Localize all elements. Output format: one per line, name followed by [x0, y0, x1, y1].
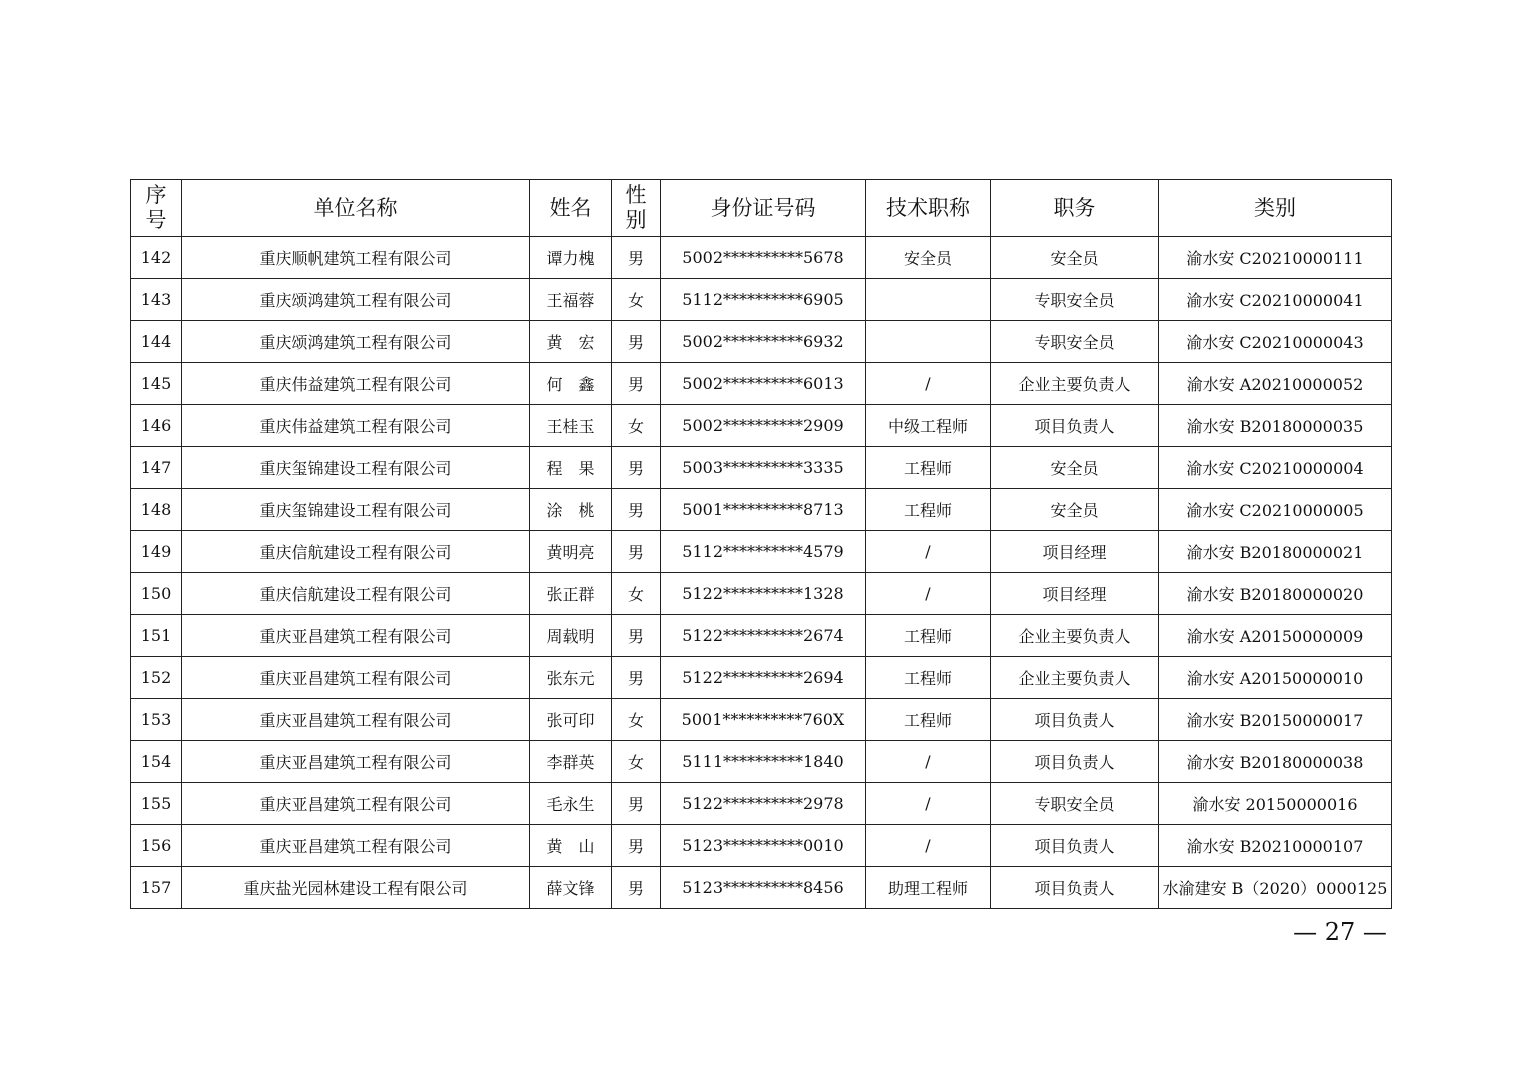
- cell-seq: 151: [131, 615, 182, 657]
- cell-gender: 男: [612, 489, 661, 531]
- cell-gender: 女: [612, 699, 661, 741]
- header-id: 身份证号码: [661, 180, 866, 237]
- cell-id: 5002**********2909: [661, 405, 866, 447]
- cell-id: 5002**********6013: [661, 363, 866, 405]
- cell-id: 5122**********2694: [661, 657, 866, 699]
- cell-seq: 157: [131, 867, 182, 909]
- cell-gender: 男: [612, 447, 661, 489]
- cell-category: 渝水安 B20150000017: [1159, 699, 1392, 741]
- cell-gender: 女: [612, 405, 661, 447]
- cell-title: [866, 279, 991, 321]
- table-row: [131, 825, 1392, 867]
- table-header-row: [131, 180, 1392, 237]
- cell-seq: 146: [131, 405, 182, 447]
- table-row: [131, 363, 1392, 405]
- table-row: [131, 405, 1392, 447]
- cell-gender: 男: [612, 321, 661, 363]
- cell-id: 5123**********0010: [661, 825, 866, 867]
- table-row: [131, 489, 1392, 531]
- header-gender: 性别: [612, 180, 661, 237]
- cell-category: 渝水安 B20180000020: [1159, 573, 1392, 615]
- cell-position: 项目经理: [991, 573, 1159, 615]
- cell-company: 重庆信航建设工程有限公司: [182, 531, 530, 573]
- table-row: [131, 279, 1392, 321]
- cell-category: 渝水安 20150000016: [1159, 783, 1392, 825]
- table-row: [131, 321, 1392, 363]
- cell-position: 项目负责人: [991, 699, 1159, 741]
- cell-company: 重庆亚昌建筑工程有限公司: [182, 783, 530, 825]
- cell-title: /: [866, 783, 991, 825]
- cell-name: 黄明亮: [530, 531, 612, 573]
- cell-company: 重庆盐光园林建设工程有限公司: [182, 867, 530, 909]
- cell-title: /: [866, 825, 991, 867]
- cell-gender: 男: [612, 531, 661, 573]
- cell-seq: 144: [131, 321, 182, 363]
- cell-category: 渝水安 B20180000035: [1159, 405, 1392, 447]
- cell-title: /: [866, 363, 991, 405]
- cell-title: 安全员: [866, 237, 991, 279]
- cell-position: 项目经理: [991, 531, 1159, 573]
- cell-category: 渝水安 C20210000041: [1159, 279, 1392, 321]
- header-position: 职务: [991, 180, 1159, 237]
- cell-seq: 152: [131, 657, 182, 699]
- cell-gender: 女: [612, 573, 661, 615]
- cell-id: 5112**********6905: [661, 279, 866, 321]
- cell-position: 企业主要负责人: [991, 657, 1159, 699]
- cell-position: 专职安全员: [991, 783, 1159, 825]
- cell-id: 5122**********2674: [661, 615, 866, 657]
- cell-seq: 155: [131, 783, 182, 825]
- cell-position: 安全员: [991, 489, 1159, 531]
- header-category: 类别: [1159, 180, 1392, 237]
- cell-company: 重庆亚昌建筑工程有限公司: [182, 657, 530, 699]
- cell-gender: 男: [612, 825, 661, 867]
- cell-title: 工程师: [866, 657, 991, 699]
- cell-name: 毛永生: [530, 783, 612, 825]
- cell-title: 工程师: [866, 699, 991, 741]
- cell-gender: 男: [612, 363, 661, 405]
- table-row: [131, 237, 1392, 279]
- cell-category: 渝水安 C20210000005: [1159, 489, 1392, 531]
- cell-company: 重庆亚昌建筑工程有限公司: [182, 615, 530, 657]
- cell-position: 项目负责人: [991, 825, 1159, 867]
- cell-seq: 154: [131, 741, 182, 783]
- cell-category: 渝水安 A20210000052: [1159, 363, 1392, 405]
- cell-name: 张东元: [530, 657, 612, 699]
- cell-position: 企业主要负责人: [991, 363, 1159, 405]
- cell-category: 渝水安 B20180000021: [1159, 531, 1392, 573]
- cell-title: /: [866, 573, 991, 615]
- cell-gender: 男: [612, 867, 661, 909]
- cell-name: 王桂玉: [530, 405, 612, 447]
- cell-seq: 142: [131, 237, 182, 279]
- cell-company: 重庆顺帆建筑工程有限公司: [182, 237, 530, 279]
- header-title: 技术职称: [866, 180, 991, 237]
- cell-name: 张正群: [530, 573, 612, 615]
- cell-company: 重庆颂鸿建筑工程有限公司: [182, 321, 530, 363]
- cell-id: 5003**********3335: [661, 447, 866, 489]
- cell-title: 助理工程师: [866, 867, 991, 909]
- cell-id: 5122**********2978: [661, 783, 866, 825]
- cell-title: /: [866, 741, 991, 783]
- cell-seq: 143: [131, 279, 182, 321]
- header-company: 单位名称: [182, 180, 530, 237]
- cell-position: 项目负责人: [991, 867, 1159, 909]
- cell-name: 谭力槐: [530, 237, 612, 279]
- cell-name: 何 鑫: [530, 363, 612, 405]
- cell-position: 安全员: [991, 447, 1159, 489]
- table-row: [131, 867, 1392, 909]
- cell-name: 张可印: [530, 699, 612, 741]
- header-seq: 序号: [131, 180, 182, 237]
- table-row: [131, 699, 1392, 741]
- cell-category: 渝水安 C20210000043: [1159, 321, 1392, 363]
- cell-seq: 147: [131, 447, 182, 489]
- cell-position: 项目负责人: [991, 405, 1159, 447]
- table-row: [131, 573, 1392, 615]
- table-row: [131, 783, 1392, 825]
- cell-position: 专职安全员: [991, 321, 1159, 363]
- cell-company: 重庆亚昌建筑工程有限公司: [182, 825, 530, 867]
- cell-seq: 150: [131, 573, 182, 615]
- page-number: — 27 —: [1293, 918, 1387, 946]
- cell-id: 5002**********6932: [661, 321, 866, 363]
- header-name: 姓名: [530, 180, 612, 237]
- cell-title: 工程师: [866, 447, 991, 489]
- cell-position: 专职安全员: [991, 279, 1159, 321]
- table-row: [131, 741, 1392, 783]
- cell-name: 周载明: [530, 615, 612, 657]
- cell-gender: 男: [612, 657, 661, 699]
- cell-gender: 男: [612, 237, 661, 279]
- cell-seq: 153: [131, 699, 182, 741]
- cell-id: 5001**********760X: [661, 699, 866, 741]
- cell-seq: 148: [131, 489, 182, 531]
- cell-seq: 145: [131, 363, 182, 405]
- cell-title: 中级工程师: [866, 405, 991, 447]
- cell-company: 重庆信航建设工程有限公司: [182, 573, 530, 615]
- cell-company: 重庆玺锦建设工程有限公司: [182, 489, 530, 531]
- table-row: [131, 657, 1392, 699]
- cell-name: 涂 桃: [530, 489, 612, 531]
- cell-name: 黄 宏: [530, 321, 612, 363]
- cell-category: 渝水安 B20180000038: [1159, 741, 1392, 783]
- cell-category: 渝水安 C20210000004: [1159, 447, 1392, 489]
- cell-company: 重庆伟益建筑工程有限公司: [182, 405, 530, 447]
- cell-id: 5112**********4579: [661, 531, 866, 573]
- cell-title: [866, 321, 991, 363]
- cell-company: 重庆亚昌建筑工程有限公司: [182, 699, 530, 741]
- cell-gender: 女: [612, 741, 661, 783]
- cell-title: /: [866, 531, 991, 573]
- cell-title: 工程师: [866, 489, 991, 531]
- cell-gender: 女: [612, 279, 661, 321]
- cell-name: 王福蓉: [530, 279, 612, 321]
- cell-seq: 156: [131, 825, 182, 867]
- cell-title: 工程师: [866, 615, 991, 657]
- cell-company: 重庆颂鸿建筑工程有限公司: [182, 279, 530, 321]
- cell-name: 薛文锋: [530, 867, 612, 909]
- cell-seq: 149: [131, 531, 182, 573]
- table-row: [131, 531, 1392, 573]
- cell-id: 5001**********8713: [661, 489, 866, 531]
- cell-company: 重庆亚昌建筑工程有限公司: [182, 741, 530, 783]
- cell-category: 渝水安 C20210000111: [1159, 237, 1392, 279]
- cell-category: 渝水安 A20150000009: [1159, 615, 1392, 657]
- cell-id: 5002**********5678: [661, 237, 866, 279]
- cell-name: 黄 山: [530, 825, 612, 867]
- personnel-table: [130, 179, 1392, 909]
- cell-company: 重庆玺锦建设工程有限公司: [182, 447, 530, 489]
- cell-name: 李群英: [530, 741, 612, 783]
- cell-gender: 男: [612, 615, 661, 657]
- table-row: [131, 615, 1392, 657]
- cell-position: 安全员: [991, 237, 1159, 279]
- cell-id: 5123**********8456: [661, 867, 866, 909]
- table-row: [131, 447, 1392, 489]
- cell-gender: 男: [612, 783, 661, 825]
- cell-category: 渝水安 A20150000010: [1159, 657, 1392, 699]
- cell-id: 5122**********1328: [661, 573, 866, 615]
- cell-company: 重庆伟益建筑工程有限公司: [182, 363, 530, 405]
- cell-id: 5111**********1840: [661, 741, 866, 783]
- cell-category: 渝水安 B20210000107: [1159, 825, 1392, 867]
- cell-name: 程 果: [530, 447, 612, 489]
- cell-position: 企业主要负责人: [991, 615, 1159, 657]
- cell-category: 水渝建安 B（2020）0000125: [1159, 867, 1392, 909]
- cell-position: 项目负责人: [991, 741, 1159, 783]
